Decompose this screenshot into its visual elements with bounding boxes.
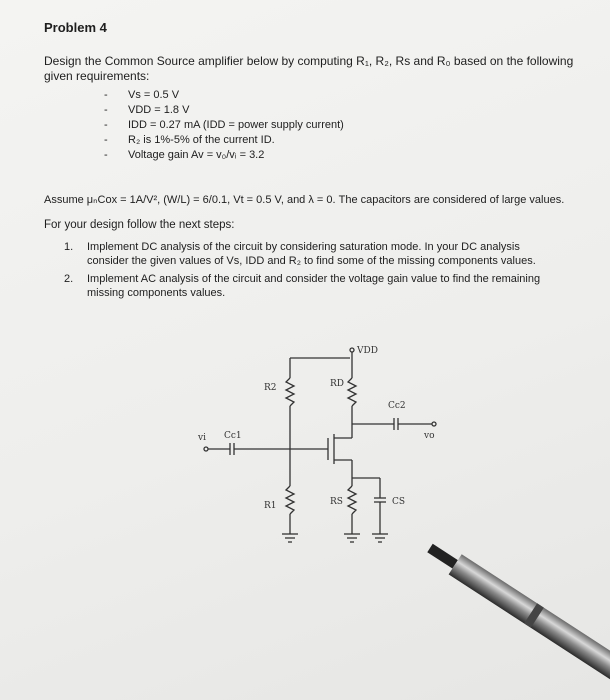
r1-label: R1: [264, 501, 277, 511]
problem-intro: Design the Common Source amplifier below by computing R₁, R₂, Rs and R₀ based on the following given requirements:: [44, 54, 574, 83]
rd-label: RD: [330, 379, 344, 389]
assumption-text: Assume μₙCox = 1A/V², (W/L) = 6/0.1, Vt = 0.5 V, and λ = 0. The capacitors are considered of large values.: [44, 194, 565, 206]
vi-label: vi: [198, 433, 206, 443]
requirement-item: - VDD = 1.8 V: [104, 103, 344, 118]
follow-text: For your design follow the next steps:: [44, 219, 235, 231]
requirement-item: - Voltage gain Av = v₀/vᵢ = 3.2: [104, 148, 344, 163]
problem-title: Problem 4: [44, 20, 107, 35]
vo-label: vo: [424, 431, 435, 441]
requirement-item: - Vs = 0.5 V: [104, 88, 344, 103]
requirement-item: - R₂ is 1%-5% of the current ID.: [104, 133, 344, 148]
r2-label: R2: [264, 383, 277, 393]
c1-label: Cc1: [224, 431, 242, 441]
step-number: 2.: [64, 273, 74, 285]
requirement-item: - IDD = 0.27 mA (IDD = power supply current): [104, 118, 344, 133]
rs-label: RS: [330, 497, 343, 507]
c2-label: Cc2: [388, 401, 406, 411]
cs-label: CS: [392, 497, 406, 507]
step-text: Implement DC analysis of the circuit by considering saturation mode. In your DC analysis consider the given values of Vs, IDD and R₂ to find some of the missing components values.: [87, 241, 536, 267]
step-number: 1.: [64, 241, 74, 253]
step-text: Implement AC analysis of the circuit and consider the voltage gain value to find the remaining missing components values.: [87, 273, 541, 299]
vdd-label: VDD: [357, 346, 378, 356]
